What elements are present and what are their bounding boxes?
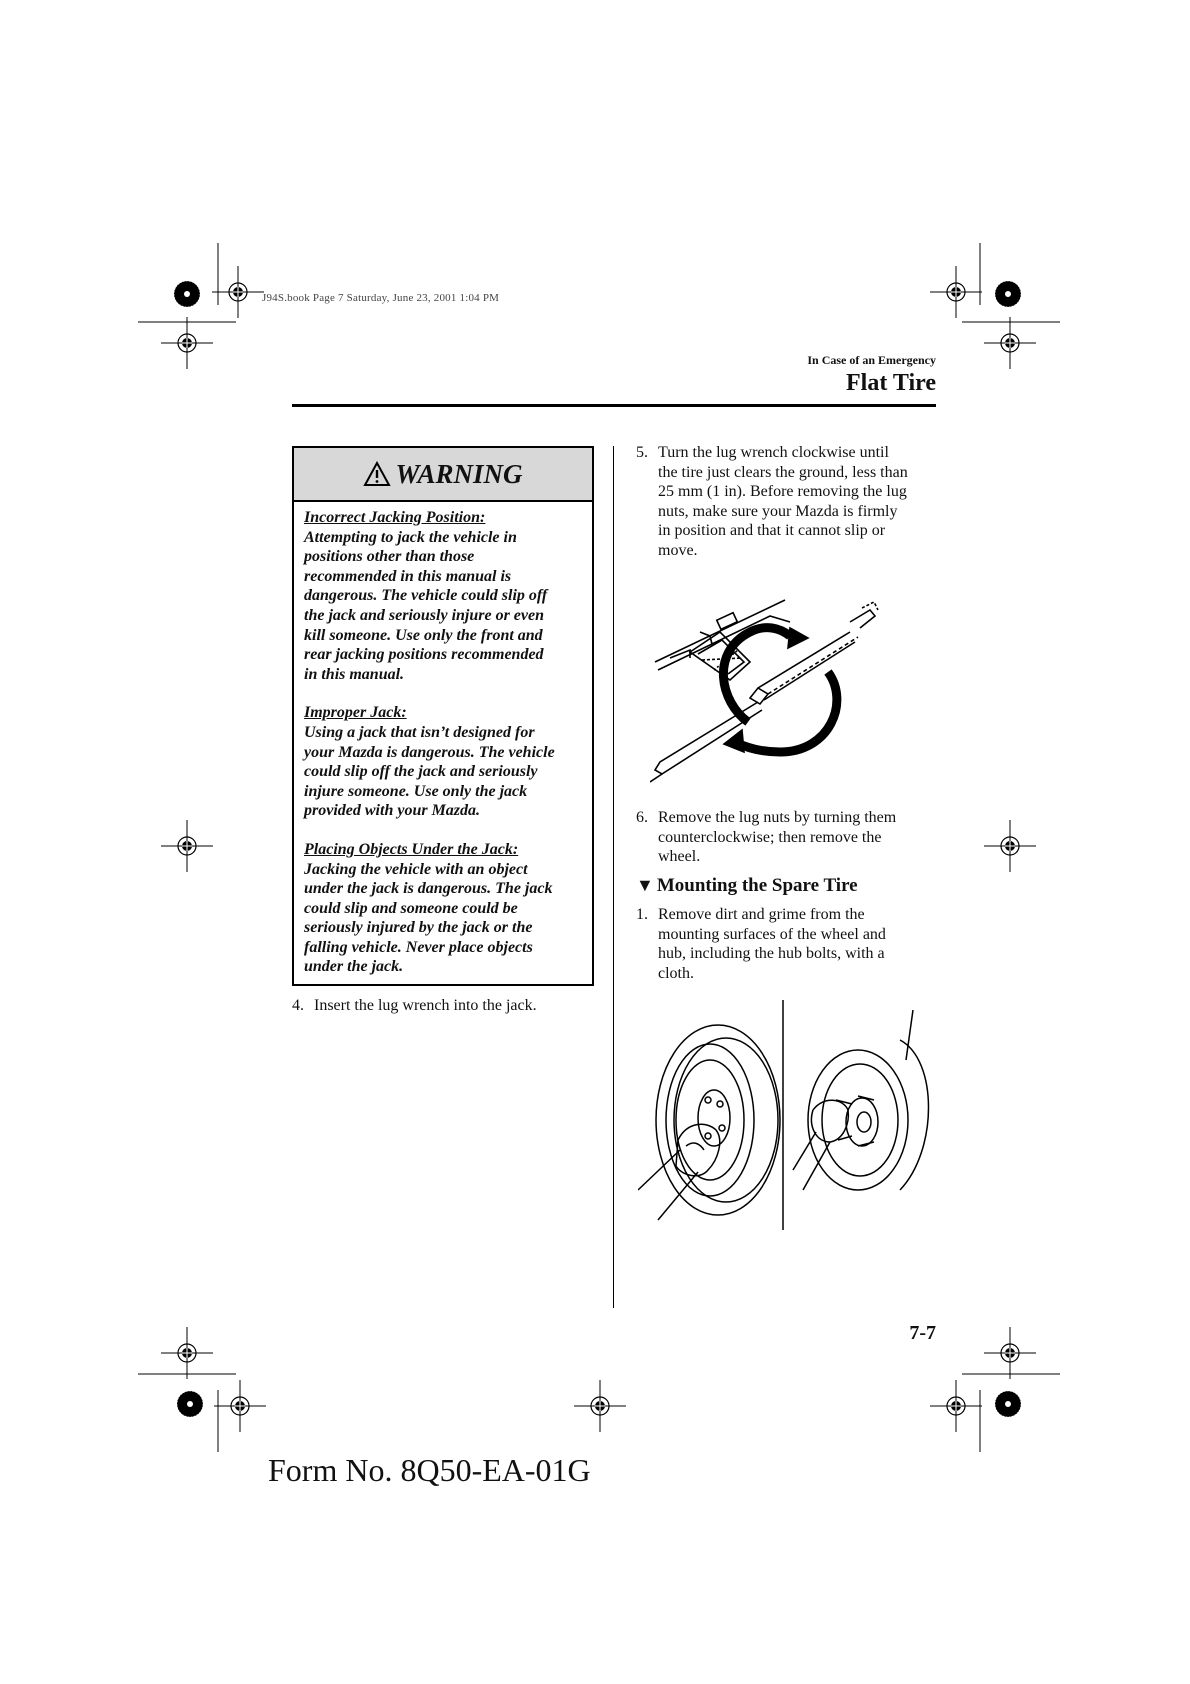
warning-header (294, 448, 592, 502)
mounting-heading: ▼ Mounting the Spare Tire (636, 875, 858, 896)
warning-line: the jack and seriously injure or even (304, 606, 545, 624)
warning-line: Attempting to jack the vehicle in (304, 528, 517, 546)
step-text: Insert the lug wrench into the jack. (314, 997, 537, 1014)
section-label: In Case of an Emergency (807, 353, 936, 367)
page-number: 7-7 (909, 1322, 936, 1344)
form-number: Form No. 8Q50-EA-01G (268, 1452, 591, 1488)
warning-line: rear jacking positions recommended (304, 646, 544, 664)
warning-line: falling vehicle. Never place objects (304, 938, 533, 956)
warning-line: under the jack is dangerous. The jack (304, 880, 553, 898)
column-divider (613, 446, 614, 1308)
warning-line: Jacking the vehicle with an object (304, 860, 528, 878)
step-number: 6. (636, 809, 648, 826)
warning-line: your Mazda is dangerous. The vehicle (304, 743, 555, 761)
warning-line: Using a jack that isn’t designed for (304, 723, 535, 741)
warning-line: recommended in this manual is (304, 567, 512, 585)
warning-title: WARNING (395, 458, 523, 489)
warning-box (292, 446, 594, 986)
warning-line: under the jack. (304, 958, 404, 976)
step-6 (636, 808, 936, 870)
warning-heading-improper-jack: Improper Jack: (304, 704, 407, 722)
down-triangle-icon: ▼ (636, 875, 654, 895)
warning-line: could slip and someone could be (304, 899, 518, 917)
step-text: Remove dirt and grime from the mounting surfaces of the wheel and hub, including the hub bolts, with a cloth. (658, 906, 886, 982)
step-number: 5. (636, 444, 648, 461)
header-rule (292, 404, 936, 407)
step-4 (292, 996, 592, 1018)
step-text: Remove the lug nuts by turning them counterclockwise; then remove the wheel. (658, 809, 897, 866)
cleaning-hub-illustration (638, 1000, 938, 1230)
printer-slug: J94S.book Page 7 Saturday, June 23, 2001 1:04 PM (262, 292, 500, 304)
page-title: Flat Tire (846, 370, 936, 396)
warning-heading-objects-under-jack: Placing Objects Under the Jack: (304, 840, 519, 858)
warning-line: positions other than those (304, 548, 475, 566)
warning-line: could slip off the jack and seriously (304, 763, 538, 781)
step-text: Turn the lug wrench clockwise until the tire just clears the ground, less than 25 mm (1 in). Before removing the lug nuts, make sure your Mazda is firmly in position and that it cannot slip or move. (658, 444, 908, 559)
step-number: 4. (292, 997, 304, 1014)
warning-line: injure someone. Use only the jack (304, 782, 528, 800)
warning-line: dangerous. The vehicle could slip off (304, 587, 548, 605)
warning-line: in this manual. (304, 665, 405, 683)
jack-wrench-illustration (650, 592, 930, 792)
mounting-step-1 (636, 905, 936, 987)
step-5 (636, 443, 936, 563)
warning-line: seriously injured by the jack or the (304, 919, 533, 937)
warning-body (304, 508, 586, 977)
warning-line: kill someone. Use only the front and (304, 626, 543, 644)
warning-triangle-icon (363, 461, 391, 487)
warning-heading-jacking-position: Incorrect Jacking Position: (304, 509, 486, 526)
warning-line: provided with your Mazda. (304, 802, 481, 820)
step-number: 1. (636, 906, 648, 923)
